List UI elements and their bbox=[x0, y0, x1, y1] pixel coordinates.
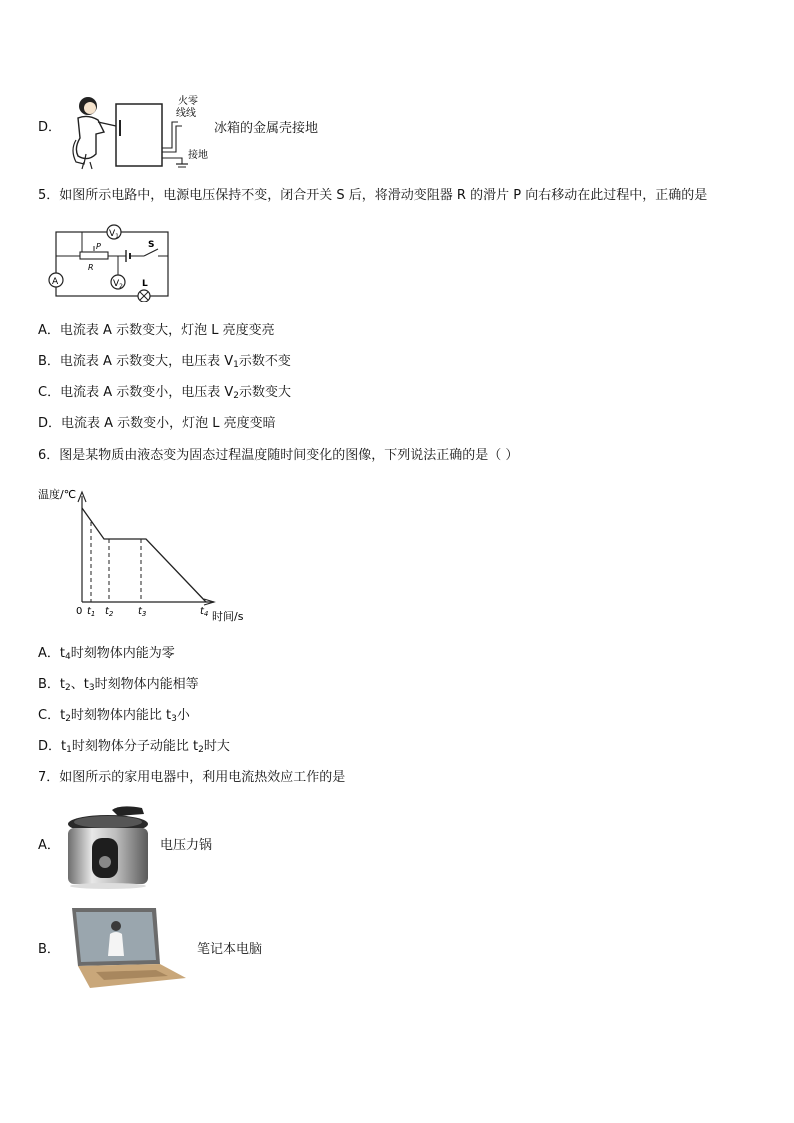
fridge-body bbox=[116, 104, 162, 166]
ground-wire bbox=[162, 158, 182, 164]
screen-person-head bbox=[111, 921, 121, 931]
q7-option-b-caption: 笔记本电脑 bbox=[197, 942, 263, 957]
screen-person-body bbox=[108, 932, 124, 956]
q6-option-a[interactable]: A．$t_4$时刻物体内能为零 bbox=[38, 646, 175, 662]
option-d-caption: 冰箱的金属壳接地 bbox=[214, 121, 319, 136]
q6-stem: 6．图是某物质由液态变为固态过程温度随时间变化的图像，下列说法正确的是（ ） bbox=[38, 448, 519, 463]
q6-temperature-graph bbox=[36, 484, 256, 624]
origin-label: 0 bbox=[76, 606, 83, 617]
q5-circuit-diagram bbox=[44, 218, 174, 302]
svg-text:R: R bbox=[88, 263, 94, 272]
svg-text:S: S bbox=[148, 240, 155, 250]
q6-option-c[interactable]: C．$t_2$时刻物体内能比 $t_3$小 bbox=[38, 708, 190, 724]
ground-label: 接地 bbox=[188, 150, 208, 161]
live-neutral-label-bottom: 线线 bbox=[176, 108, 196, 119]
person-leg bbox=[90, 162, 92, 169]
svg-text:L: L bbox=[142, 279, 148, 289]
q7-option-a-caption: 电压力锅 bbox=[160, 838, 213, 853]
live-neutral-label-top: 火零 bbox=[178, 96, 198, 107]
tick-t2: $t_2$ bbox=[105, 606, 114, 618]
fridge-grounding-illustration bbox=[66, 92, 214, 170]
q5-stem: 5．如图所示电路中，电源电压保持不变，闭合开关 S 后，将滑动变阻器 R 的滑片 P 向右移动在此过程中，正确的是 bbox=[38, 188, 708, 203]
svg-text:V1: $V_1$ bbox=[109, 229, 119, 240]
graph-xlabel: 时间/s bbox=[212, 610, 244, 623]
tick-t4: $t_4$ bbox=[200, 606, 209, 618]
q7-option-b-letter[interactable]: B． bbox=[38, 942, 60, 957]
cooling-curve bbox=[82, 508, 206, 602]
svg-text:P: P bbox=[96, 242, 101, 251]
q6-option-b[interactable]: B．$t_2$、$t_3$时刻物体内能相等 bbox=[38, 677, 199, 693]
q6-option-d[interactable]: D．$t_1$时刻物体分子动能比 $t_2$时大 bbox=[38, 739, 230, 755]
svg-text:A: A bbox=[52, 277, 59, 287]
q7-stem: 7．如图所示的家用电器中，利用电流热效应工作的是 bbox=[38, 770, 346, 785]
laptop-image bbox=[68, 904, 190, 990]
q5-option-c[interactable]: C．电流表 A 示数变小，电压表 $V_2$示数变大 bbox=[38, 385, 292, 401]
person-face bbox=[84, 102, 96, 114]
svg-text:V2: $V_2$ bbox=[113, 279, 123, 290]
pressure-cooker-image bbox=[62, 802, 154, 890]
q5-option-d[interactable]: D．电流表 A 示数变小，灯泡 L 亮度变暗 bbox=[38, 416, 276, 431]
option-d-letter: D． bbox=[38, 120, 62, 135]
rheostat-r-icon bbox=[80, 252, 108, 259]
switch-s-icon bbox=[144, 249, 158, 256]
tick-t1: $t_1$ bbox=[87, 606, 96, 618]
tick-t3: $t_3$ bbox=[138, 606, 147, 618]
cooker-knob-icon bbox=[99, 856, 111, 868]
q5-option-b[interactable]: B．电流表 A 示数变大，电压表 $V_1$示数不变 bbox=[38, 354, 291, 370]
q5-option-a[interactable]: A．电流表 A 示数变大，灯泡 L 亮度变亮 bbox=[38, 323, 275, 338]
q7-option-a-letter[interactable]: A． bbox=[38, 838, 60, 853]
graph-ylabel: 温度/℃ bbox=[38, 488, 77, 501]
cooker-handle bbox=[112, 806, 144, 816]
